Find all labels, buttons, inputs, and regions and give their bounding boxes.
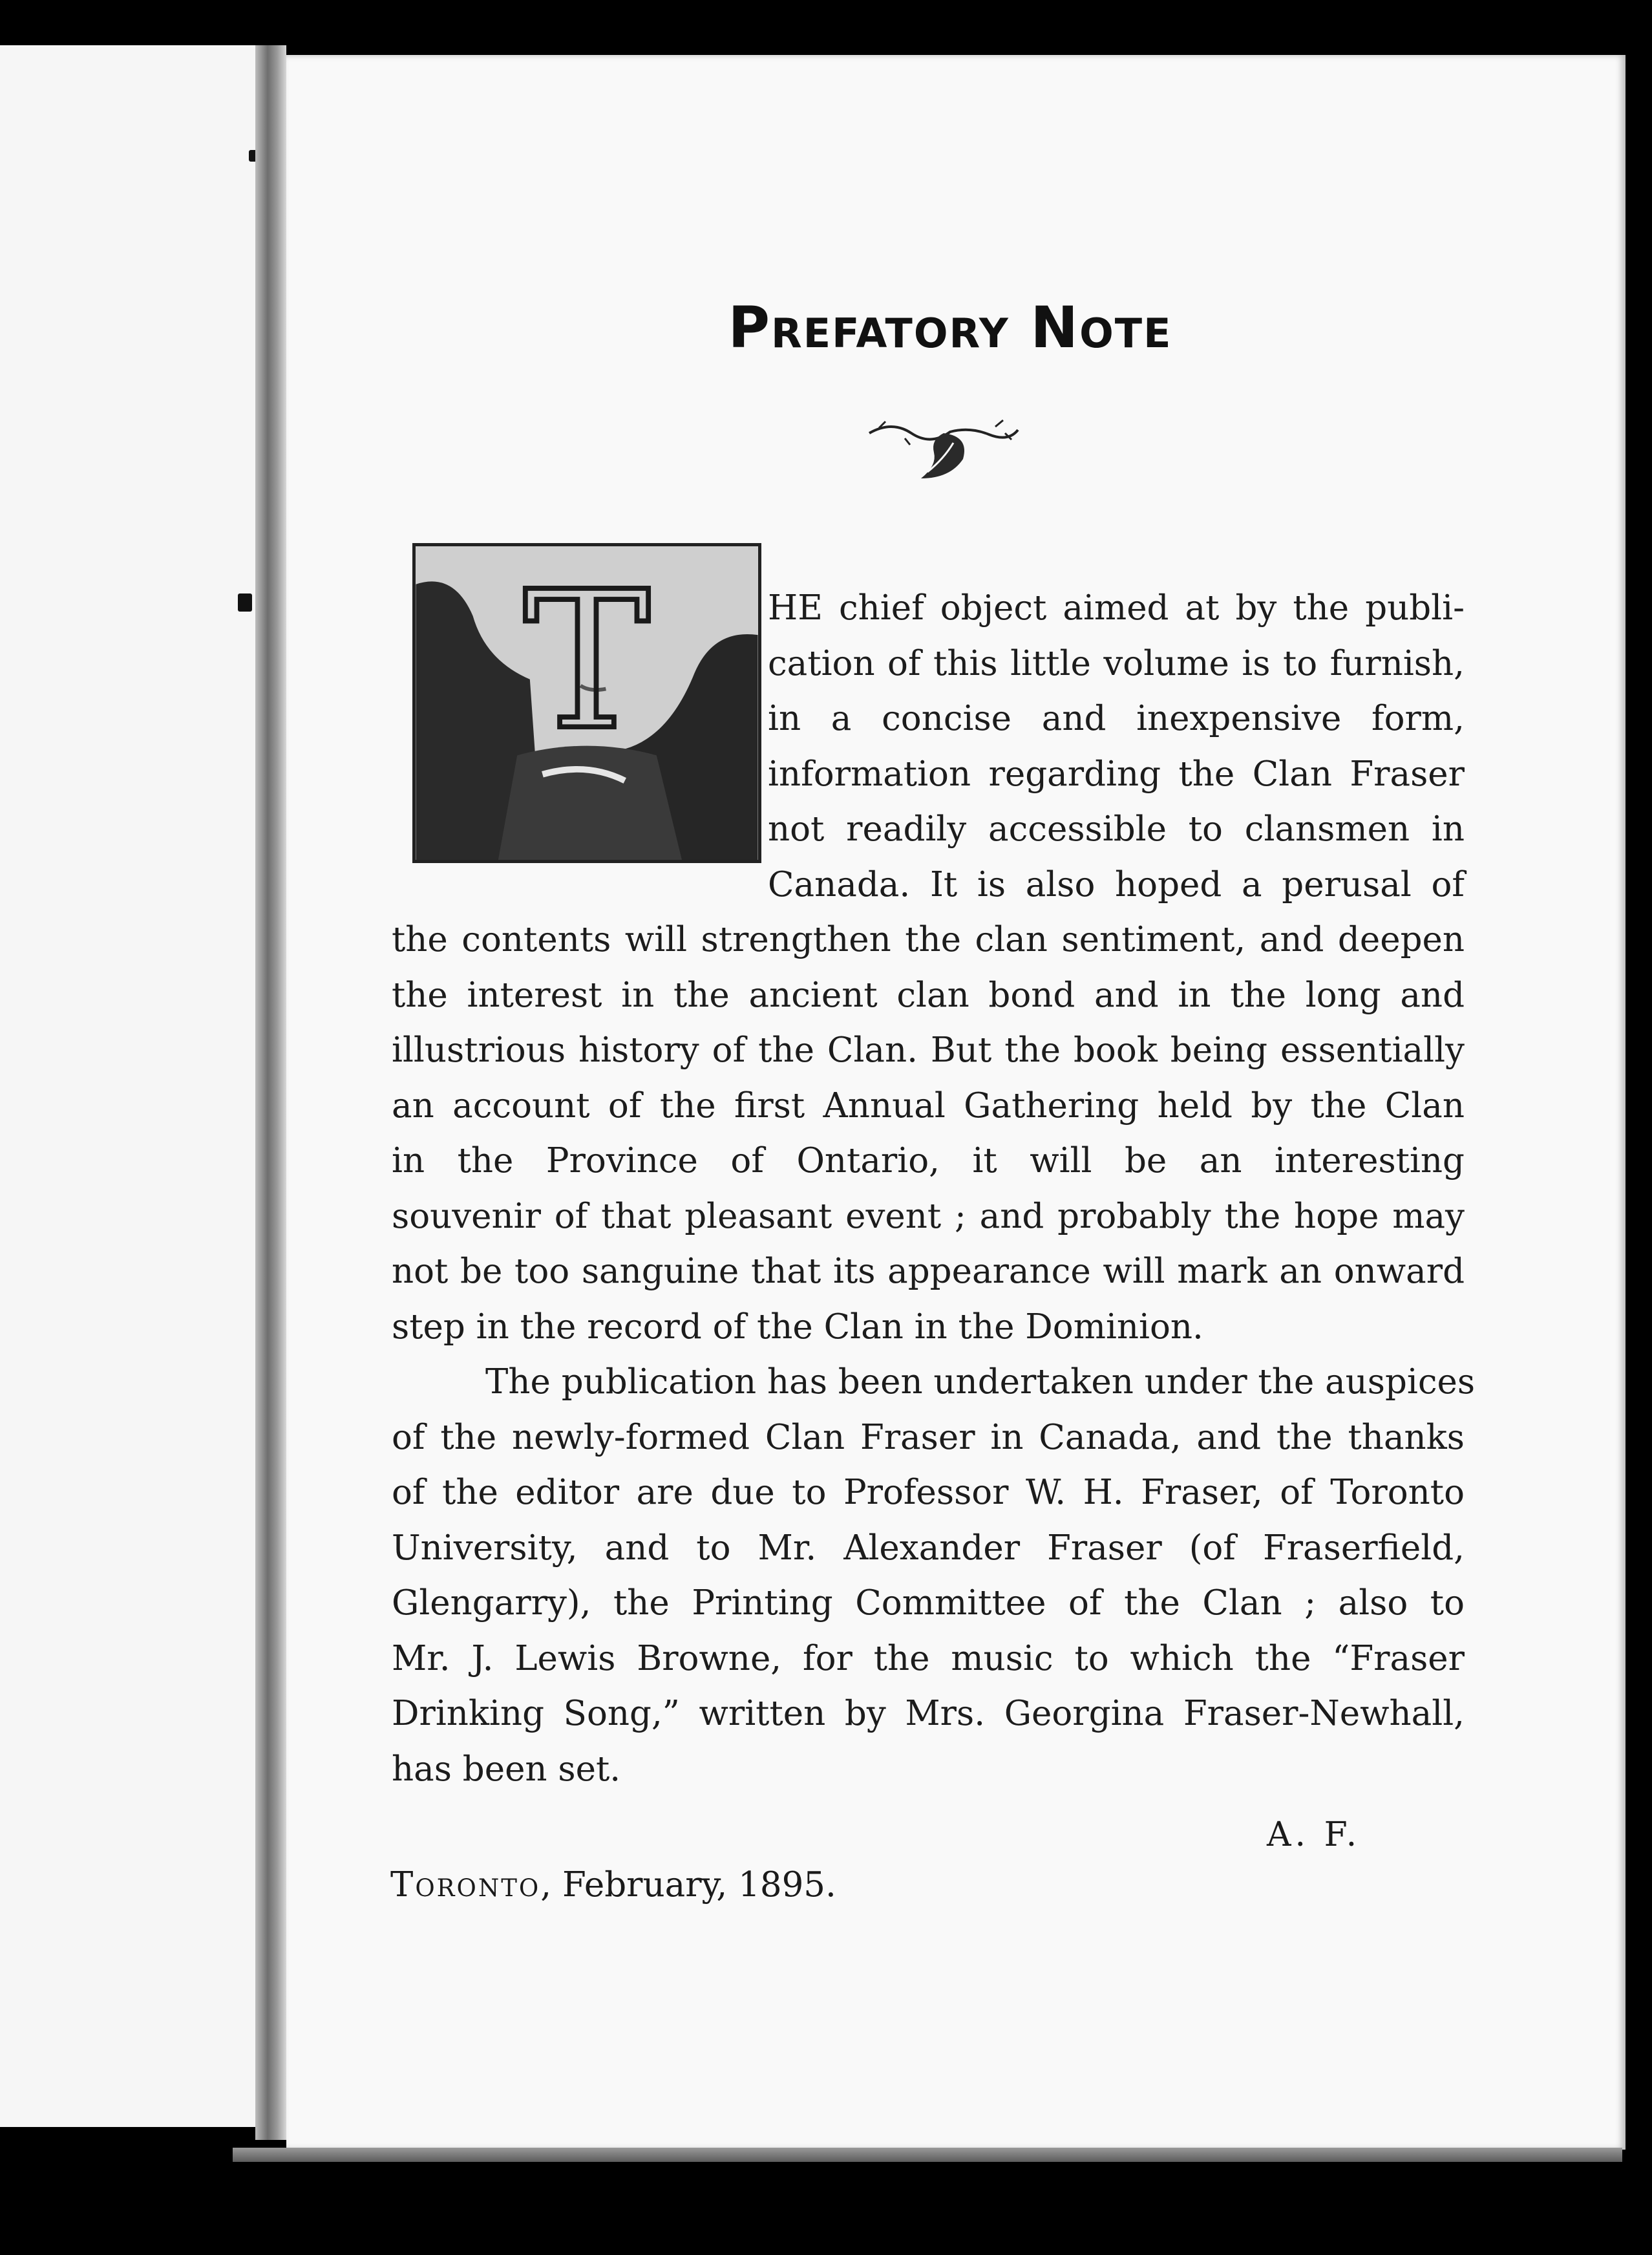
- text-line: Canada. It is also hoped a perusal of: [768, 864, 1465, 904]
- text-line: University, and to Mr. Alexander Fraser (of Fraserfield,: [392, 1528, 1465, 1568]
- text-line: not be too sanguine that its appearance will mark an onward: [392, 1252, 1465, 1291]
- text-line: in a concise and inexpensive form,: [768, 699, 1465, 738]
- text-line: has been set.: [392, 1749, 621, 1789]
- text-line: in the Province of Ontario, it will be an interesting: [392, 1141, 1465, 1181]
- text-line: cation of this little volume is to furnish,: [768, 643, 1465, 683]
- page-bottom-edge: [233, 2148, 1622, 2162]
- text-line: Drinking Song,” written by Mrs. Georgina Fraser-Newhall,: [392, 1694, 1465, 1733]
- signature-initials: A. F.: [1267, 1815, 1361, 1854]
- text-line: Mr. J. Lewis Browne, for the music to which the “Fraser: [392, 1638, 1465, 1678]
- text-line: illustrious history of the Clan. But the book being essentially: [392, 1031, 1465, 1070]
- text-line: an account of the first Annual Gathering held by the Clan: [392, 1085, 1465, 1126]
- landscape-illustration-icon: [416, 546, 758, 860]
- text-line: step in the record of the Clan in the Dominion.: [392, 1307, 1203, 1347]
- place-name: Toronto: [390, 1865, 541, 1905]
- leaf-ornament-icon: [866, 414, 1021, 485]
- paragraph-1-beside-initial: [768, 581, 1465, 912]
- text-line: HE chief object aimed at by the publi-: [768, 588, 1465, 628]
- text-line: of the newly-formed Clan Fraser in Canada, and the thanks: [392, 1417, 1465, 1457]
- illustrated-initial: [412, 543, 761, 863]
- date-text: , February, 1895.: [540, 1865, 836, 1905]
- text-line: of the editor are due to Professor W. H. Fraser, of Toronto: [392, 1473, 1465, 1512]
- initial-letter: T: [523, 551, 651, 773]
- text-line: souvenir of that pleasant event ; and probably the hope may: [392, 1196, 1465, 1236]
- book-gutter: [255, 45, 286, 2140]
- text-line: the contents will strengthen the clan sentiment, and deepen: [392, 920, 1465, 959]
- place-and-date: [390, 1865, 836, 1905]
- paragraph-2: [392, 1354, 1476, 1797]
- binding-mark: [238, 593, 252, 612]
- text-line: The publication has been undertaken under the auspices: [485, 1362, 1476, 1402]
- page-title: Prefatory Note: [728, 294, 1172, 361]
- left-page: [0, 45, 255, 2127]
- text-line: information regarding the Clan Fraser: [768, 754, 1465, 794]
- text-line: not readily accessible to clansmen in: [768, 809, 1465, 849]
- text-line: the interest in the ancient clan bond and in the long and: [392, 975, 1465, 1015]
- paragraph-1-continued: [392, 912, 1465, 1354]
- text-line: Glengarry), the Printing Committee of the Clan ; also to: [392, 1583, 1465, 1623]
